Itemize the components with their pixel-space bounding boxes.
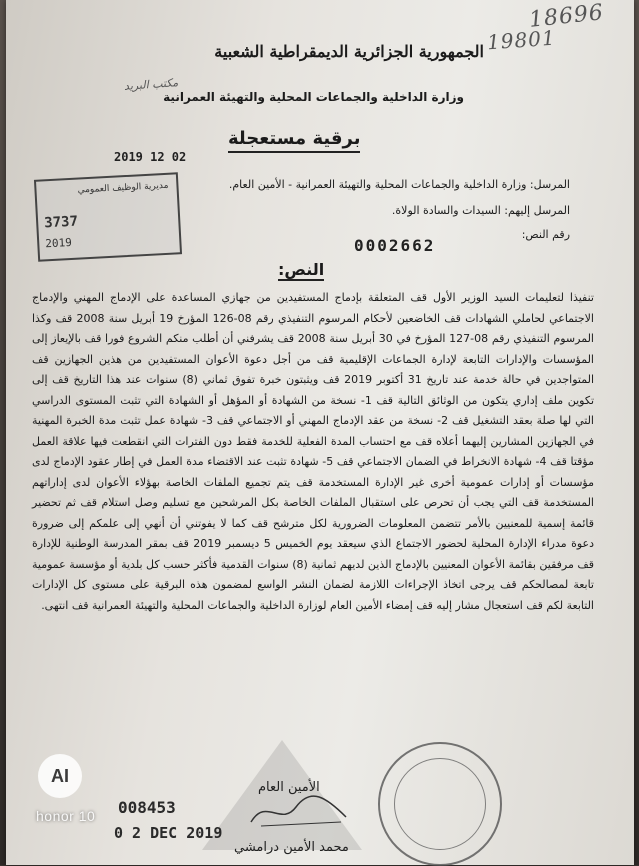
camera-watermark: honor 10 [36,808,96,824]
recipient-line: المرسل إليهم: السيدات والسادة الولاة. [391,204,570,217]
handwritten-number-1: 18696 [527,0,606,33]
signature-name: محمد الأمين درامشي [234,840,349,855]
reference-label: رقم النص: [521,228,570,241]
signature-scribble [246,792,356,832]
handwritten-number-2: 19801 [486,25,557,55]
reception-stamp-date: 2019 [44,235,73,251]
document-title: برقية مستعجلة [228,128,360,153]
republic-header: الجمهورية الجزائرية الديمقراطية الشعبية [214,42,484,61]
round-official-seal [378,742,502,866]
reception-stamp-number: 3737 [43,213,79,232]
reception-stamp [34,172,182,261]
document-page [6,0,634,865]
top-date: 2019 12 02 [114,150,187,164]
signature-title: الأمين العام [258,780,320,795]
sender-line: المرسل: وزارة الداخلية والجماعات المحلية والتهيئة العمرانية - الأمين العام. [228,178,570,191]
reference-number: 0002662 [354,236,436,255]
document-body [32,288,594,616]
office-note: مكتب البريد [123,76,179,93]
ministry-header: وزارة الداخلية والجماعات المحلية والتهيئة العمرانية [163,90,464,104]
text-heading: النص: [278,260,325,279]
reception-stamp-line1: مديرية الوظيف العمومي [77,180,169,196]
bottom-stamp-number: 008453 [118,798,176,817]
camera-logo-icon: AI [38,754,82,798]
body-paragraph: تنفيذا لتعليمات السيد الوزير الأول قف المتعلقة بإدماج المستفيدين من جهازي المساعدة على الإدماج المهني والإدماج الاجتماعي لحاملي الشهادات قف الخاضعين لأحكام المرسوم التنفيذي رقم 08-126 المؤرخ 19 أبريل سنة 2008 قف وكذا المرسوم التنفيذي رقم 08-127 المؤرخ في 30 أبريل سنة 2008 قف يشرفني أن أطلب منكم الشروع فورا قف بالإيعاز إلى المؤسسات والإدارات التابعة لإدارة الجماعات الإقليمية قف من أجل دعوة الأعوان المستفيدين من هذين الجهازين قف المتواجدين في حالة خدمة عند تاريخ 31 أكتوبر 2019 قف ويثبتون خبرة تفوق ثماني (8) سنوات عند هذا التاريخ قف إلى تكوين ملف إداري يتكون من الوثائق التالية قف 1- نسخة من الشهادة أو المؤهل أو الشهادة التي تثبت المستوى الدراسي التي لها صلة بعقد التشغيل قف 2- نسخة من عقد الإدماج المهني أو الاجتماعي قف 3- شهادة عمل تثبت مدة الخبرة المهنية في الجهازين المشارين إليهما أعلاه قف مع احتساب المدة الفعلية للخدمة فقط دون الفترات التي انقطعت فيها علاقة العمل مؤقتا قف 4- شهادة الانخراط في الضمان الاجتماعي قف 5- شهادة تثبت عند الاقتضاء مدة العمل في إطار عقود الإدماج لدى مؤسسات أو إدارات عمومية أخرى غير الإدارة المستخدمة قف يتم تجميع الملفات الخاصة بهؤلاء الأعوان لدى إداراتهم المستخدمة قف التي يجب أن تحرص على استقبال الملفات الخاصة بكل المرشحين مع تسليم وصل استلام قف ثم تحضير قائمة إسمية للمعنيين بالأمر تتضمن المعلومات الضرورية لكل مترشح قف كما لا يفوتني أن أنهي إلى علمكم إلى ضرورة دعوة مدراء الإدارة المحلية لحضور الاجتماع الذي سيعقد يوم الخميس 5 ديسمبر 2019 قف بمقر المدرسة الوطنية للإدارة قف مرفقين بقائمة الأعوان المعنيين بالإدماج الذين لديهم ثمانية (8) سنوات القدمية فأكثر حسب كل بلدية أو مؤسسة عمومية تابعة لمصالحكم قف يرجى اتخاذ الإجراءات اللازمة لضمان النشر الواسع لمضمون هذه البرقية على مستوى كل الإدارات التابعة لكم قف استعجال مشار إليه قف إمضاء الأمين العام لوزارة الداخلية والجماعات المحلية والتهيئة العمرانية قف انتهى. [32,291,595,612]
bottom-stamp-date: 0 2 DEC 2019 [114,824,223,842]
